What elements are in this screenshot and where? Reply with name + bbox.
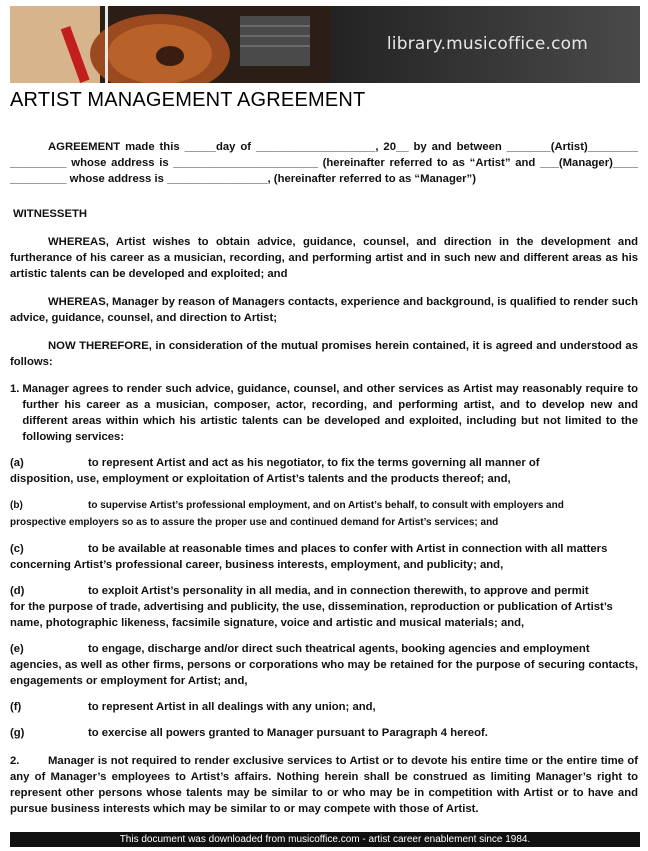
section-2 bbox=[10, 753, 638, 817]
item-label: (b) bbox=[10, 500, 23, 511]
item-label: (d) bbox=[10, 585, 25, 597]
section-text: Manager is not required to render exclusive services to Artist or to devote his entire time or the entire time of any of Manager’s employees to Artist’s affairs. Nothing herein shall be construed as limiting Manager’s right to represent other persons whose talents may be similar to or who may be in competition with Artist or to have and pursue business interests which may be similar to or may compete with those of Artist. bbox=[10, 755, 638, 815]
whereas-paragraph-1: WHEREAS, Artist wishes to obtain advice, guidance, counsel, and direction in the development and furtherance of his career as a musician, recording, and performing artist and in such new and different areas as his artistic talents can be developed and exploited; and bbox=[10, 236, 638, 280]
item-text: to exercise all powers granted to Manager pursuant to Paragraph 4 hereof. bbox=[88, 727, 488, 739]
item-label: (c) bbox=[10, 543, 24, 555]
item-continuation: prospective employers so as to assure the proper use and continued demand for Artist’s services; and bbox=[10, 517, 499, 528]
item-label: (g) bbox=[10, 727, 25, 739]
section-number: 2. bbox=[10, 755, 20, 767]
whereas-paragraph-2: WHEREAS, Manager by reason of Managers contacts, experience and background, is qualified to render such advice, guidance, counsel, and direction to Artist; bbox=[10, 296, 638, 324]
site-url[interactable]: library.musicoffice.com bbox=[386, 34, 588, 54]
header-banner bbox=[10, 6, 640, 83]
item-continuation: agencies, as well as other firms, persons or corporations who may be retained for the purpose of securing contacts, engagements or employment for Artist; and, bbox=[10, 659, 638, 687]
services-list bbox=[10, 455, 638, 741]
item-label: (f) bbox=[10, 701, 22, 713]
item-label: (e) bbox=[10, 643, 24, 655]
list-item bbox=[10, 455, 638, 487]
footer-bar: This document was downloaded from musicoffice.com - artist career enablement since 1984. bbox=[10, 832, 640, 847]
list-item bbox=[10, 583, 638, 631]
item-continuation: disposition, use, employment or exploitation of Artist’s talents and the products thereof; and, bbox=[10, 473, 511, 485]
item-text: to represent Artist in all dealings with any union; and, bbox=[88, 701, 376, 713]
now-therefore-paragraph: NOW THEREFORE, in consideration of the mutual promises herein contained, it is agreed and understood as follows: bbox=[10, 340, 638, 368]
section-number: 1. bbox=[10, 383, 20, 395]
item-text: to supervise Artist’s professional employment, and on Artist’s behalf, to consult with employers and bbox=[88, 500, 564, 511]
item-continuation: for the purpose of trade, advertising and publicity, the use, dissemination, reproduction or publication of Artist’s name, photographic likeness, facsimile signature, voice and artistic and musical materials; and, bbox=[10, 601, 613, 629]
item-text: to engage, discharge and/or direct such theatrical agents, booking agencies and employment bbox=[88, 643, 590, 655]
section-text: Manager agrees to render such advice, guidance, counsel, and other services as Artist may reasonably require to further his career as a musician, composer, actor, recording, and performing artist, and to develop new and different areas within which his artistic talents can be developed and exploited, including but not limited to the following services: bbox=[22, 383, 638, 443]
witnesseth-heading: WITNESSETH bbox=[13, 208, 88, 220]
item-label: (a) bbox=[10, 457, 24, 469]
item-continuation: concerning Artist’s professional career, business interests, employment, and publicity; and, bbox=[10, 559, 504, 571]
intro-paragraph: AGREEMENT made this _____day of ___________________, 20__ by and between _______(Artist)________ _________ whose address is _______________________ (hereinafter referred to as “Artist” and ___(Manager)____ _________ whose address is ________________, (hereinafter referred to as “Manager”) bbox=[10, 141, 638, 185]
list-item bbox=[10, 541, 638, 573]
section-1 bbox=[10, 381, 638, 445]
agreement-body bbox=[10, 139, 638, 817]
item-text: to exploit Artist’s personality in all media, and in connection therewith, to approve and permit bbox=[88, 585, 589, 597]
page-title: ARTIST MANAGEMENT AGREEMENT bbox=[10, 89, 366, 111]
list-item bbox=[10, 725, 638, 741]
item-text: to be available at reasonable times and places to confer with Artist in connection with all matters bbox=[88, 543, 608, 555]
list-item bbox=[10, 641, 638, 689]
list-item bbox=[10, 699, 638, 715]
item-text: to represent Artist and act as his negotiator, to fix the terms governing all manner of bbox=[88, 457, 540, 469]
instruments-photo bbox=[10, 6, 330, 83]
list-item bbox=[10, 497, 638, 531]
